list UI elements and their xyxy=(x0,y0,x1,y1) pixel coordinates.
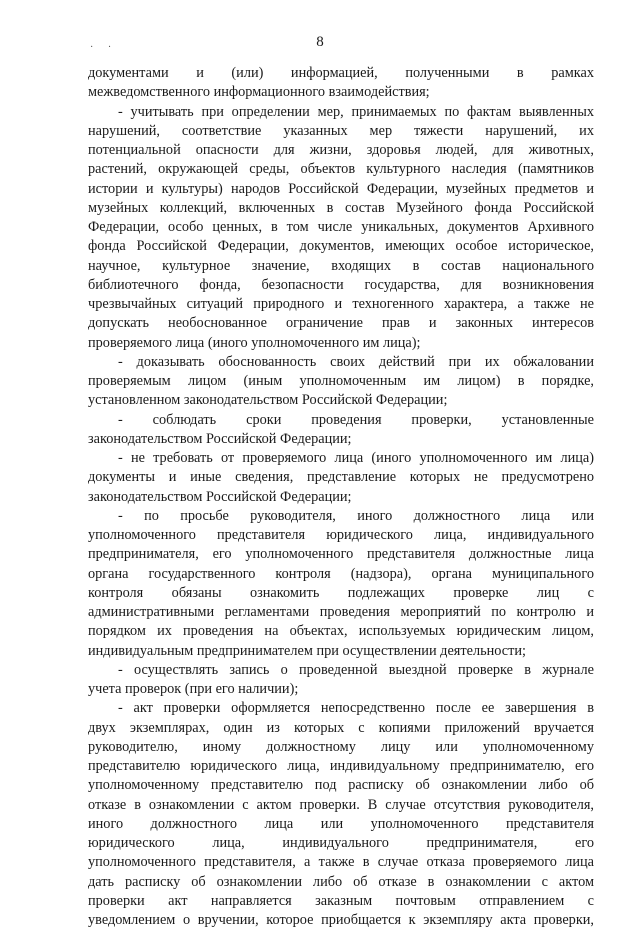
text-line: Федерации, особо ценных, в том числе уникальных, документов Архивного xyxy=(88,219,594,235)
text-line: контроля обязаны ознакомить подлежащих проверке лиц с xyxy=(88,584,594,601)
text-line: - доказывать обоснованность своих действий при их обжаловании xyxy=(118,353,594,370)
text-line: дать расписку об ознакомлении либо об отказе в ознакомлении с актом xyxy=(88,873,594,890)
text-line: - акт проверки оформляется непосредственно после ее завершения в xyxy=(118,700,594,717)
text-line: - по просьбе руководителя, иного должностного лица или xyxy=(118,507,594,524)
text-line: - соблюдать сроки проведения проверки, установленные xyxy=(118,411,594,428)
text-line: законодательством Российской Федерации; xyxy=(88,488,352,505)
text-line: двух экземплярах, один из которых с копиями приложений вручается xyxy=(88,719,594,736)
text-line: представителю юридического лица, индивидуальному предпринимателю, его xyxy=(88,758,594,774)
text-line: юридического лица, индивидуального предпринимателя, его xyxy=(88,835,594,851)
text-line: предпринимателя, его уполномоченного представителя должностные лица xyxy=(88,546,594,563)
text-line: проверяемого лица (иного уполномоченного им лица); xyxy=(88,334,421,351)
text-line: научное, культурное значение, входящих в состав национального xyxy=(88,257,594,274)
text-line: библиотечного фонда, безопасности государства, для возникновения xyxy=(88,276,594,293)
text-line: законодательством Российской Федерации; xyxy=(88,430,352,447)
text-line: - не требовать от проверяемого лица (иного уполномоченного им лица) xyxy=(118,450,594,466)
text-line: установленном законодательством Российской Федерации; xyxy=(88,392,448,409)
text-line: - учитывать при определении мер, принимаемых по фактам выявленных xyxy=(118,103,594,120)
text-line: музейных коллекций, включенных в состав Музейного фонда Российской xyxy=(88,199,594,216)
text-line: иного должностного лица или уполномоченного представителя xyxy=(88,815,594,832)
text-line: межведомственного информационного взаимодействия; xyxy=(88,84,430,101)
text-line: органа государственного контроля (надзора), органа муниципального xyxy=(88,565,594,582)
text-line: проверки акт направляется заказным почтовым отправлением с xyxy=(88,892,594,909)
text-line: допускать необоснованное ограничение прав и законных интересов xyxy=(88,315,594,332)
text-line: административными регламентами проведения мероприятий по контролю и xyxy=(88,604,594,620)
text-line: документы и иные сведения, представление которых не предусмотрено xyxy=(88,469,594,486)
text-line: порядком их проведения на объектах, используемых юридическим лицом, xyxy=(88,623,594,640)
page-number: 8 xyxy=(316,34,324,50)
text-line: нарушений, соответствие указанных мер тяжести нарушений, их xyxy=(88,122,594,139)
text-line: учета проверок (при его наличии); xyxy=(88,681,299,697)
scan-marks: · · xyxy=(90,42,118,53)
text-line: индивидуальным предпринимателем при осуществлении деятельности; xyxy=(88,642,526,659)
text-line: документами и (или) информацией, полученными в рамках xyxy=(88,65,594,81)
text-line: уведомлением о вручении, которое приобщается к экземпляру акта проверки, xyxy=(88,912,594,928)
text-line: чрезвычайных ситуаций природного и техногенного характера, а также не xyxy=(88,296,594,312)
text-line: истории и культуры) народов Российской Федерации, музейных предметов и xyxy=(88,180,594,197)
text-line: руководителю, иному должностному лицу или уполномоченному xyxy=(88,738,594,755)
text-line: уполномоченного представителя, а также в случае отказа проверяемого лица xyxy=(88,854,594,871)
text-line: проверяемым лицом (иным уполномоченным им лицом) в порядке, xyxy=(88,373,594,389)
document-body xyxy=(88,64,594,930)
text-line: - осуществлять запись о проведенной выездной проверке в журнале xyxy=(118,661,594,678)
text-line: фонда Российской Федерации, документов, имеющих особое историческое, xyxy=(88,238,594,255)
text-line: уполномоченному представителю под расписку об ознакомлении либо об xyxy=(88,777,594,794)
text-line: отказе в ознакомлении с актом проверки. В случае отсутствия руководителя, xyxy=(88,796,594,813)
text-line: растений, окружающей среды, объектов культурного наследия (памятников xyxy=(88,161,594,178)
text-line: потенциальной опасности для жизни, здоровья людей, для животных, xyxy=(88,142,594,158)
text-line: уполномоченного представителя юридического лица, индивидуального xyxy=(88,527,594,543)
